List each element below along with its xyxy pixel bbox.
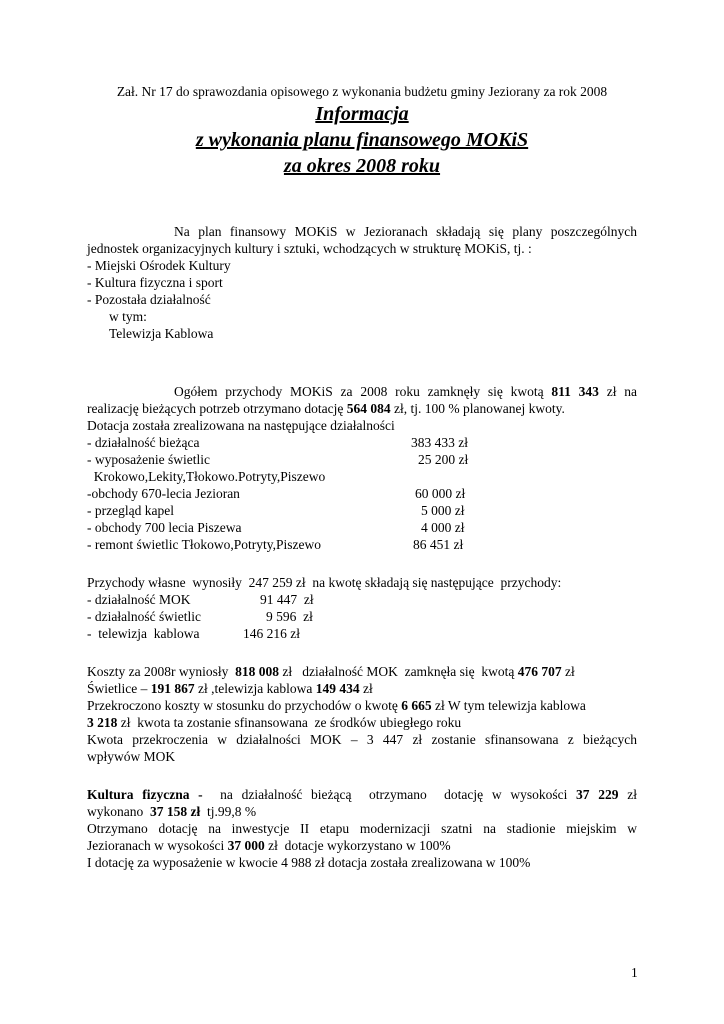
table-row-label: - działalność MOK [87, 592, 191, 607]
amount: 818 008 [235, 664, 279, 679]
text: Jezioranach w wysokości [87, 838, 228, 853]
table-row-amount: 86 451 zł [413, 537, 464, 552]
sub-item: Telewizja Kablowa [109, 326, 214, 341]
table-row-label: Krokowo,Lekity,Tłokowo.Potryty,Piszewo [87, 469, 326, 484]
costs-line-6: wpływów MOK [87, 749, 176, 764]
text: realizację bieżących potrzeb otrzymano dotację [87, 401, 347, 416]
amount: 476 707 [517, 664, 562, 679]
text: zł [618, 787, 637, 802]
text: zł dotacje wykorzystano w 100% [264, 838, 451, 853]
costs-line-2 [87, 681, 373, 697]
sub-label: w tym: [109, 309, 147, 324]
text: zł kwota ta zostanie sfinansowana ze środków ubiegłego roku [117, 715, 462, 730]
page-number: 1 [631, 965, 638, 980]
text: Przekroczono koszty w stosunku do przychodów o kwotę [87, 698, 402, 713]
amount: 564 084 [346, 401, 391, 416]
text: zł na [598, 384, 637, 399]
sport-line-4 [87, 838, 451, 854]
costs-line-4 [87, 715, 461, 731]
amount: 149 434 [315, 681, 360, 696]
table-row-amount: 146 216 zł [243, 626, 300, 641]
list-item: - Kultura fizyczna i sport [87, 275, 223, 290]
costs-line-3 [87, 698, 586, 714]
table-row-amount: 383 433 zł [411, 435, 468, 450]
document-period: za okres 2008 roku [283, 155, 441, 177]
revenue-line-1 [174, 384, 637, 400]
table-row-label: - działalność bieżąca [87, 435, 200, 450]
table-row-label: -obchody 670-lecia Jezioran [87, 486, 240, 501]
table-row-amount: 4 000 zł [421, 520, 465, 535]
intro-line-1: Na plan finansowy MOKiS w Jezioranach składają się plany poszczególnych [174, 224, 637, 239]
amount: 3 218 [87, 715, 118, 730]
text: Świetlice – [87, 681, 151, 696]
list-item: - Pozostała działalność [87, 292, 211, 307]
amount: 37 000 [227, 838, 265, 853]
intro-line-2: jednostek organizacyjnych kultury i sztuki, wchodzących w strukturę MOKiS, tj. : [87, 241, 532, 256]
revenue-line-2 [87, 401, 565, 417]
amount: 37 158 zł [150, 804, 201, 819]
amount: 811 343 [551, 384, 599, 399]
text: zł, tj. 100 % planowanej kwoty. [390, 401, 565, 416]
amount: 191 867 [150, 681, 195, 696]
sport-line-5: I dotację za wyposażenie w kwocie 4 988 zł dotacja została zrealizowana w 100% [87, 855, 531, 870]
text: zł [561, 664, 575, 679]
text: zł [359, 681, 373, 696]
table-row-label: - przegląd kapel [87, 503, 174, 518]
section-label: Kultura fizyczna - [87, 787, 203, 802]
table-row-amount: 25 200 zł [418, 452, 469, 467]
text: tj.99,8 % [200, 804, 257, 819]
amount: 37 229 [576, 787, 619, 802]
table-row-label: - wyposażenie świetlic [87, 452, 210, 467]
revenue-line-3: Dotacja została zrealizowana na następujące działalności [87, 418, 395, 433]
text: zł ,telewizja kablowa [194, 681, 316, 696]
document-title: Informacja [315, 103, 409, 125]
attachment-note: Zał. Nr 17 do sprawozdania opisowego z wykonania budżetu gminy Jeziorany za rok 2008 [116, 84, 608, 99]
table-row-label: - remont świetlic Tłokowo,Potryty,Piszewo [87, 537, 321, 552]
table-row-label: - telewizja kablowa [87, 626, 200, 641]
sport-line-1 [87, 787, 637, 803]
text: Ogółem przychody MOKiS za 2008 roku zamknęły się kwotą [174, 384, 552, 399]
text: wykonano [87, 804, 150, 819]
text: zł działalność MOK zamknęła się kwotą [278, 664, 518, 679]
table-row-amount: 91 447 zł [260, 592, 314, 607]
costs-line-5: Kwota przekroczenia w działalności MOK – 3 447 zł zostanie sfinansowana z bieżących [87, 732, 637, 747]
list-item: - Miejski Ośrodek Kultury [87, 258, 231, 273]
sport-line-2 [87, 804, 256, 820]
table-row-amount: 60 000 zł [415, 486, 466, 501]
text: Koszty za 2008r wyniosły [87, 664, 236, 679]
costs-line-1 [87, 664, 575, 680]
text: na działalność bieżącą otrzymano dotację w wysokości [202, 787, 577, 802]
own-revenue-line: Przychody własne wynosiły 247 259 zł na kwotę składają się następujące przychody: [87, 575, 562, 590]
text: zł W tym telewizja kablowa [431, 698, 586, 713]
table-row-amount: 9 596 zł [266, 609, 313, 624]
table-row-label: - obchody 700 lecia Piszewa [87, 520, 242, 535]
amount: 6 665 [401, 698, 432, 713]
table-row-amount: 5 000 zł [421, 503, 465, 518]
table-row-label: - działalność świetlic [87, 609, 201, 624]
sport-line-3: Otrzymano dotację na inwestycje II etapu modernizacji szatni na stadionie miejskim w [87, 821, 637, 836]
document-subtitle: z wykonania planu finansowego MOKiS [195, 129, 529, 151]
